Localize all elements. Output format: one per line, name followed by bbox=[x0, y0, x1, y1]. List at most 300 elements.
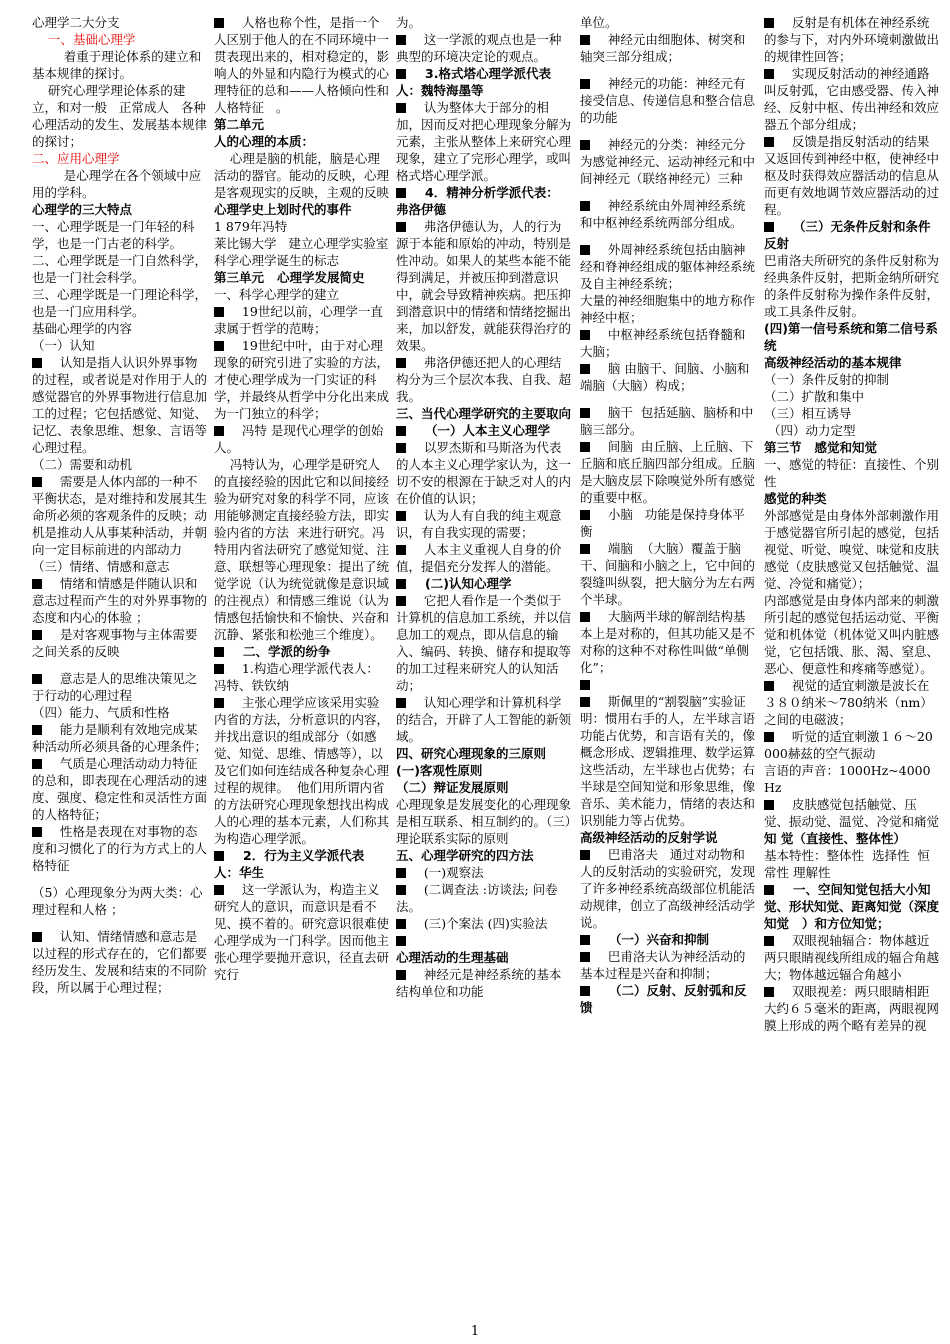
paragraph bbox=[214, 150, 389, 201]
paragraph-text: 认为人有自我的纯主观意识，有自我实现的需要； bbox=[396, 508, 562, 540]
paragraph bbox=[396, 592, 571, 694]
paragraph bbox=[580, 75, 755, 126]
paragraph bbox=[396, 881, 571, 915]
paragraph bbox=[764, 133, 939, 218]
paragraph bbox=[580, 506, 755, 540]
spacer bbox=[580, 126, 755, 136]
paragraph bbox=[580, 241, 755, 292]
paragraph-text: 视觉的适宜刺激是波长在３８０纳米～780纳米（nm）之间的电磁波； bbox=[764, 678, 933, 727]
paragraph bbox=[580, 829, 755, 846]
paragraph bbox=[214, 456, 389, 643]
page-number: 1 bbox=[470, 1324, 480, 1339]
paragraph-text: (一)客观性原则 bbox=[396, 763, 483, 778]
spacer bbox=[32, 918, 207, 928]
paragraph bbox=[580, 14, 755, 31]
paragraph bbox=[764, 796, 939, 830]
paragraph-text: （一）认知 bbox=[32, 338, 95, 353]
paragraph bbox=[580, 136, 755, 187]
spacer bbox=[32, 874, 207, 884]
paragraph bbox=[32, 286, 207, 320]
paragraph bbox=[32, 721, 207, 755]
paragraph bbox=[32, 252, 207, 286]
paragraph bbox=[32, 626, 207, 660]
paragraph bbox=[32, 704, 207, 721]
paragraph-text: （四）能力、气质和性格 bbox=[32, 705, 170, 720]
bullet-square-icon bbox=[580, 850, 590, 860]
bullet-square-icon bbox=[32, 674, 42, 684]
paragraph bbox=[764, 218, 939, 252]
paragraph bbox=[764, 371, 939, 388]
paragraph-text: 冯特 是现代心理学的创始人。 bbox=[214, 423, 384, 455]
paragraph bbox=[32, 320, 207, 337]
paragraph bbox=[764, 507, 939, 592]
paragraph-text: 心理学二大分支 bbox=[32, 15, 120, 30]
paragraph-text: 神经系统由外周神经系统和中枢神经系统两部分组成。 bbox=[580, 198, 746, 230]
paragraph bbox=[396, 949, 571, 966]
paragraph bbox=[764, 847, 939, 881]
paragraph bbox=[396, 405, 571, 422]
paragraph-text: 单位。 bbox=[580, 15, 618, 30]
paragraph-text: 是心理学在各个领域中应用的学科。 bbox=[32, 168, 202, 200]
paragraph-text: （二）扩散和集中 bbox=[764, 389, 865, 404]
paragraph-text: 间脑 由丘脑、上丘脑、下丘脑和底丘脑四部分组成。丘脑是大脑皮层下除嗅觉外所有感觉的重要中枢。 bbox=[580, 439, 756, 505]
bullet-square-icon bbox=[396, 511, 406, 521]
paragraph-text: 实现反射活动的神经通路叫反射弧，它由感受器、传入神经、反射中枢、传出神经和效应器五个部分组成； bbox=[764, 66, 940, 132]
bullet-square-icon bbox=[214, 341, 224, 351]
paragraph bbox=[214, 201, 389, 218]
paragraph-text: 斯佩里的“割裂脑”实验证明：惯用右手的人，左半球言语功能占优势，和言语有关的，像概念形成、逻辑推理、数学运算这些活动，左半球也占优势；右半球是空间知觉和形象思维，像音乐、美术能力，情绪的表达和识别能力等占优势。 bbox=[580, 694, 756, 828]
paragraph bbox=[214, 286, 389, 303]
paragraph-text: （二）需要和动机 bbox=[32, 457, 133, 472]
paragraph bbox=[32, 755, 207, 823]
paragraph bbox=[764, 881, 939, 932]
bullet-square-icon bbox=[580, 442, 590, 452]
bullet-square-icon bbox=[214, 426, 224, 436]
bullet-square-icon bbox=[32, 725, 42, 735]
paragraph-text: 以罗杰斯和马斯洛为代表的人本主义心理学家认为，这一切不安的根源在于缺乏对人的内在价值的认识； bbox=[396, 440, 572, 506]
paragraph-text: 冯特认为，心理学是研究人的直接经验的因此它和以间接经验为研究对象的科学不同，应该用能够测定直接经验方法，即实验内省的方法 来进行研究。冯特用内省法研究了感觉知觉、注意、联想等心理现象：提出了统觉学说（认为统觉就像是意识域的注视点）和情感三维说（认为情感包括愉快和不愉快、兴奋和沉静、紧张和松弛三个维度）。 bbox=[214, 457, 390, 642]
paragraph-text: 气质是心理活动动力特征的总和，即表现在心理活动的速度、强度、稳定性和灵活性方面的人格特征； bbox=[32, 756, 208, 822]
paragraph bbox=[396, 507, 571, 541]
paragraph bbox=[396, 99, 571, 184]
paragraph bbox=[580, 846, 755, 931]
paragraph-text: 小脑 功能是保持身体平衡 bbox=[580, 507, 745, 539]
paragraph bbox=[396, 541, 571, 575]
bullet-square-icon bbox=[580, 697, 590, 707]
paragraph bbox=[764, 490, 939, 507]
column-3 bbox=[396, 14, 571, 1000]
paragraph-text: 三、当代心理学研究的主要取向 bbox=[396, 406, 572, 421]
paragraph-text: （一）人本主义心理学 bbox=[412, 423, 551, 438]
paragraph-text: 巴甫洛夫认为神经活动的基本过程是兴奋和抑制； bbox=[580, 949, 746, 981]
paragraph-text: 莱比锡大学 建立心理学实验室 bbox=[214, 236, 389, 251]
bullet-square-icon bbox=[214, 698, 224, 708]
bullet-square-icon bbox=[580, 935, 590, 945]
paragraph bbox=[396, 745, 571, 762]
paragraph-text: 研究心理学理论体系的建立，和对一般 正常成人 各种心理活动的发生、发展基本规律的探讨； bbox=[32, 83, 208, 149]
paragraph-text: 五、心理学研究的四方法 bbox=[396, 848, 534, 863]
paragraph-text: 认为整体大于部分的相加，因而反对把心理现象分解为元素，主张从整体上来研究心理现象，建立了完形心理学，或叫格式塔心理学派。 bbox=[396, 100, 572, 183]
bullet-square-icon bbox=[580, 612, 590, 622]
paragraph bbox=[32, 337, 207, 354]
paragraph bbox=[396, 796, 571, 847]
paragraph bbox=[396, 966, 571, 1000]
paragraph-text: 认知、情绪情感和意志是以过程的形式存在的，它们都要经历发生、发展和结束的不同阶段，所以属于心理过程； bbox=[32, 929, 208, 995]
bullet-square-icon bbox=[580, 952, 590, 962]
paragraph-text: 心理学史上划时代的事件 bbox=[214, 202, 352, 217]
paragraph-text: （四）动力定型 bbox=[764, 423, 856, 438]
paragraph-text: 19世纪以前，心理学一直隶属于哲学的范畴； bbox=[214, 304, 383, 336]
paragraph bbox=[214, 14, 389, 116]
paragraph-text: 反馈是指反射活动的结果又返回传到神经中枢，使神经中枢及时获得效应器活动的信息从而更有效地调节效应器活动的过程。 bbox=[764, 134, 940, 217]
paragraph-text: 基础心理学的内容 bbox=[32, 321, 133, 336]
paragraph-text: 认知是指人认识外界事物的过程，或者说是对作用于人的感觉器官的外界事物进行信息加工的过程；它包括感觉、知觉、记忆、表象思维、想象、言语等心理过程。 bbox=[32, 355, 208, 455]
bullet-square-icon bbox=[396, 35, 406, 45]
paragraph-text: （三）无条件反射和条件反射 bbox=[764, 219, 931, 251]
paragraph bbox=[214, 116, 389, 133]
paragraph-text: 这一学派的观点也是一种典型的环境决定论的观点。 bbox=[396, 32, 562, 64]
paragraph bbox=[396, 65, 571, 99]
paragraph-text: （一）兴奋和抑制 bbox=[596, 932, 710, 947]
paragraph bbox=[580, 540, 755, 608]
paragraph bbox=[764, 252, 939, 320]
spacer bbox=[580, 65, 755, 75]
paragraph-text: 一、科学心理学的建立 bbox=[214, 287, 340, 302]
paragraph bbox=[764, 456, 939, 490]
paragraph-text: 听觉的适宜刺激１６～20000赫兹的空气振动 bbox=[764, 729, 933, 761]
paragraph bbox=[32, 82, 207, 150]
paragraph bbox=[396, 762, 571, 779]
paragraph-text: 反射是有机体在神经系统的参与下，对内外环境刺激做出的规律性回答； bbox=[764, 15, 940, 64]
paragraph-text: 着重于理论体系的建立和基本规律的探讨。 bbox=[32, 49, 202, 81]
paragraph-text: 主张心理学应该采用实验内省的方法，分析意识的内容，并找出意识的组成部分（如感觉、知觉、思维、情感等），以及它们如何连结成各种复杂心理过程的规律。 他们用所谓内省的方法研究心理现象想找出构成人的心理的基本元素，人们称其为构造心理学派。 bbox=[214, 695, 390, 846]
paragraph bbox=[396, 184, 571, 218]
paragraph-text: 人格也称个性，是指一个人区别于他人的在不同环境中一贯表现出来的，相对稳定的，影响人的外显和内隐行为模式的心理特征的总和——人格倾向性和人格特征 。 bbox=[214, 15, 390, 115]
paragraph-text: 需要是人体内部的一种不平衡状态，是对维持和发展其生命所必须的客观条件的反映；动机是推动人从事某种活动，并朝向一定目标前进的内部动力 bbox=[32, 474, 208, 557]
paragraph-text: 外部感觉是由身体外部刺激作用于感觉器官所引起的感觉，包括视觉、听觉、嗅觉、味觉和皮肤感觉（皮肤感觉又包括触觉、温觉、冷觉和痛觉）； bbox=[764, 508, 940, 591]
paragraph-text: 第三单元 心理学发展简史 bbox=[214, 270, 365, 285]
bullet-square-icon bbox=[396, 579, 406, 589]
bullet-square-icon bbox=[396, 868, 406, 878]
paragraph-text: 一、基础心理学 bbox=[32, 32, 136, 47]
paragraph bbox=[396, 915, 571, 932]
paragraph bbox=[764, 388, 939, 405]
paragraph-text: 意志是人的思维决策见之于行动的心理过程 bbox=[32, 671, 198, 703]
paragraph-text: 为。 bbox=[396, 15, 422, 30]
paragraph bbox=[214, 303, 389, 337]
paragraph-text: 大脑两半球的解剖结构基本上是对称的，但其功能又是不对称的这种不对称性叫做“单侧化”； bbox=[580, 609, 756, 675]
bullet-square-icon bbox=[580, 680, 590, 690]
paragraph-text: 神经元的分类：神经元分为感觉神经元、运动神经元和中间神经元（联络神经元）三种 bbox=[580, 137, 756, 186]
paragraph bbox=[32, 456, 207, 473]
spacer bbox=[32, 660, 207, 670]
paragraph-text: 心理现象是发展变化的心理现象是相互联系、相互制约的。（三）理论联系实际的原则 bbox=[396, 797, 572, 846]
bullet-square-icon bbox=[396, 426, 406, 436]
paragraph-text: 一、心理学既是一门年轻的科学，也是一门古老的科学。 bbox=[32, 219, 195, 251]
paragraph-text: 4．精神分析学派代表：弗洛伊德 bbox=[396, 185, 559, 217]
paragraph bbox=[764, 762, 939, 796]
bullet-square-icon bbox=[764, 18, 774, 28]
paragraph-text: 是对客观事物与主体需要之间关系的反映 bbox=[32, 627, 198, 659]
paragraph-text: （一）条件反射的抑制 bbox=[764, 372, 890, 387]
bullet-square-icon bbox=[32, 827, 42, 837]
paragraph bbox=[32, 167, 207, 201]
paragraph bbox=[764, 405, 939, 422]
paragraph bbox=[396, 864, 571, 881]
paragraph bbox=[764, 728, 939, 762]
paragraph bbox=[580, 608, 755, 676]
paragraph bbox=[32, 354, 207, 456]
paragraph bbox=[396, 439, 571, 507]
paragraph bbox=[214, 133, 389, 150]
bullet-square-icon bbox=[32, 579, 42, 589]
paragraph bbox=[32, 48, 207, 82]
bullet-square-icon bbox=[580, 408, 590, 418]
bullet-square-icon bbox=[396, 103, 406, 113]
paragraph bbox=[764, 354, 939, 371]
paragraph-text: 神经元的功能：神经元有接受信息、传递信息和整合信息的功能 bbox=[580, 76, 756, 125]
paragraph bbox=[764, 830, 939, 847]
paragraph bbox=[32, 201, 207, 218]
bullet-square-icon bbox=[396, 188, 406, 198]
paragraph-text: （二）反射、反射弧和反馈 bbox=[580, 983, 747, 1015]
paragraph-text: 巴甫洛夫所研究的条件反射称为经典条件反射，把斯金纳所研究的条件反射称为操作条件反射，或工具条件反射。 bbox=[764, 253, 940, 319]
bullet-square-icon bbox=[32, 477, 42, 487]
paragraph-text: 能力是顺利有效地完成某种活动所必须具备的心理条件； bbox=[32, 722, 208, 754]
bullet-square-icon bbox=[580, 510, 590, 520]
paragraph-text: 这一学派认为，构造主义研究人的意识，而意识是看不见、摸不着的。研究意识很难使心理学成为一门科学。因而他主张心理学要抛开意识，径直去研究行 bbox=[214, 882, 390, 982]
paragraph bbox=[396, 354, 571, 405]
bullet-square-icon bbox=[214, 307, 224, 317]
paragraph-text: 人本主义重视人自身的价值，提倡充分发挥人的潜能。 bbox=[396, 542, 562, 574]
bullet-square-icon bbox=[764, 222, 774, 232]
paragraph bbox=[214, 252, 389, 269]
paragraph bbox=[32, 31, 207, 48]
paragraph-text: 外周神经系统包括由脑神经和脊神经组成的躯体神经系统及自主神经系统； bbox=[580, 242, 756, 291]
paragraph bbox=[214, 660, 389, 694]
bullet-square-icon bbox=[396, 936, 406, 946]
paragraph bbox=[764, 592, 939, 677]
paragraph-text: 二、心理学既是一门自然科学，也是一门社会科学。 bbox=[32, 253, 208, 285]
paragraph-text: （三）情绪、情感和意志 bbox=[32, 559, 170, 574]
paragraph bbox=[32, 884, 207, 918]
bullet-square-icon bbox=[396, 222, 406, 232]
bullet-square-icon bbox=[396, 970, 406, 980]
paragraph-text: 神经元是神经系统的基本结构单位和功能 bbox=[396, 967, 562, 999]
bullet-square-icon bbox=[764, 69, 774, 79]
spacer bbox=[580, 394, 755, 404]
bullet-square-icon bbox=[580, 330, 590, 340]
paragraph bbox=[580, 931, 755, 948]
paragraph-text: 双眼视差：两只眼睛相距大约６５毫米的距离，两眼视网膜上形成的两个略有差异的视 bbox=[764, 984, 940, 1033]
paragraph-text: 端脑 （大脑）覆盖于脑干、间脑和小脑之上，它中间的裂缝叫纵裂，把大脑分为左右两个半球。 bbox=[580, 541, 756, 607]
bullet-square-icon bbox=[396, 596, 406, 606]
bullet-square-icon bbox=[214, 647, 224, 657]
paragraph bbox=[764, 14, 939, 65]
paragraph-text: 第三节 感觉和知觉 bbox=[764, 440, 878, 455]
paragraph-text: 大量的神经细胞集中的地方称作神经中枢； bbox=[580, 293, 756, 325]
bullet-square-icon bbox=[580, 140, 590, 150]
paragraph bbox=[580, 438, 755, 506]
bullet-square-icon bbox=[764, 732, 774, 742]
paragraph-text: 二、应用心理学 bbox=[32, 151, 120, 166]
paragraph bbox=[396, 218, 571, 354]
paragraph-text: 基本特性：整体性 选择性 恒常性 理解性 bbox=[764, 848, 930, 880]
paragraph bbox=[396, 932, 571, 949]
paragraph-text: 弗洛伊德还把人的心理结构分为三个层次本我、自我、超我。 bbox=[396, 355, 572, 404]
paragraph-text: 3.格式塔心理学派代表人：魏特海墨等 bbox=[396, 66, 552, 98]
paragraph bbox=[214, 422, 389, 456]
paragraph-text: 内部感觉是由身体内部来的刺激所引起的感觉包括运动觉、平衡觉和机体觉（机体觉又叫内脏感觉，它包括饿、胀、渴、窒息、恶心、便意性和疼痛等感觉）。 bbox=[764, 593, 940, 676]
paragraph bbox=[580, 693, 755, 829]
paragraph-text: 科学心理学诞生的标志 bbox=[214, 253, 340, 268]
paragraph bbox=[764, 65, 939, 133]
paragraph bbox=[580, 326, 755, 360]
paragraph bbox=[396, 779, 571, 796]
paragraph-text: （5）心理现象分为两大类：心理过程和人格 ； bbox=[32, 885, 203, 917]
paragraph bbox=[214, 847, 389, 881]
paragraph bbox=[764, 677, 939, 728]
paragraph bbox=[396, 31, 571, 65]
bullet-square-icon bbox=[32, 932, 42, 942]
bullet-square-icon bbox=[214, 851, 224, 861]
paragraph bbox=[214, 218, 389, 235]
bullet-square-icon bbox=[396, 358, 406, 368]
column-1 bbox=[32, 14, 207, 996]
bullet-square-icon bbox=[580, 35, 590, 45]
paragraph bbox=[764, 439, 939, 456]
bullet-square-icon bbox=[580, 544, 590, 554]
bullet-square-icon bbox=[32, 358, 42, 368]
paragraph-text: 1.构造心理学派代表人：冯特、铁钦纳 bbox=[214, 661, 379, 693]
paragraph bbox=[214, 881, 389, 983]
bullet-square-icon bbox=[580, 79, 590, 89]
paragraph bbox=[580, 404, 755, 438]
paragraph bbox=[32, 150, 207, 167]
paragraph-text: 心理活动的生理基础 bbox=[396, 950, 509, 965]
paragraph bbox=[214, 235, 389, 252]
spacer bbox=[580, 187, 755, 197]
paragraph-text: （三）相互诱导 bbox=[764, 406, 852, 421]
bullet-square-icon bbox=[214, 664, 224, 674]
paragraph bbox=[764, 320, 939, 354]
paragraph bbox=[32, 218, 207, 252]
paragraph bbox=[214, 643, 389, 660]
paragraph-text: 四、研究心理现象的三原则 bbox=[396, 746, 547, 761]
paragraph-text: 1 879年冯特 bbox=[214, 219, 288, 234]
bullet-square-icon bbox=[764, 800, 774, 810]
bullet-square-icon bbox=[396, 545, 406, 555]
paragraph-text: 脑 由脑干、间脑、小脑和端脑（大脑）构成； bbox=[580, 361, 750, 393]
paragraph-text: 心理学的三大特点 bbox=[32, 202, 133, 217]
paragraph-text: (二调查法 :访谈法; 问卷法。 bbox=[396, 882, 558, 914]
paragraph-text: 19世纪中叶，由于对心理现象的研究引进了实验的方法，才使心理学成为一门实证的科学，并最终从哲学中分化出来成为一门独立的科学； bbox=[214, 338, 390, 421]
paragraph bbox=[32, 473, 207, 558]
paragraph-text: 中枢神经系统包括脊髓和大脑； bbox=[580, 327, 746, 359]
paragraph bbox=[214, 269, 389, 286]
column-5 bbox=[764, 14, 939, 1034]
paragraph bbox=[396, 422, 571, 439]
paragraph bbox=[396, 14, 571, 31]
paragraph-text: 一、空间知觉包括大小知觉、形状知觉、距离知觉（深度知觉 ）和方位知觉； bbox=[764, 882, 940, 931]
paragraph-text: (一)观察法 bbox=[412, 865, 484, 880]
paragraph-text: 它把人看作是一个类似于计算机的信息加工系统，并以信息加工的观点，即从信息的输入、编码、转换、储存和提取等的加工过程来研究人的认知活动； bbox=[396, 593, 572, 693]
column-4 bbox=[580, 14, 755, 1016]
paragraph bbox=[764, 983, 939, 1034]
paragraph-text: 第二单元 bbox=[214, 117, 265, 132]
paragraph bbox=[214, 337, 389, 422]
paragraph-text: 性格是表现在对事物的态度和习惯化了的行为方式上的人格特征 bbox=[32, 824, 208, 873]
paragraph bbox=[580, 197, 755, 231]
paragraph-text: (二)认知心理学 bbox=[412, 576, 512, 591]
paragraph-text: 2．行为主义学派代表人：华生 bbox=[214, 848, 365, 880]
bullet-square-icon bbox=[396, 443, 406, 453]
column-2 bbox=[214, 14, 389, 983]
paragraph-text: 脑干 包括延脑、脑桥和中脑三部分。 bbox=[580, 405, 754, 437]
bullet-square-icon bbox=[214, 885, 224, 895]
paragraph bbox=[32, 575, 207, 626]
bullet-square-icon bbox=[396, 69, 406, 79]
paragraph-text: (三)个案法 (四)实验法 bbox=[412, 916, 548, 931]
bullet-square-icon bbox=[764, 987, 774, 997]
paragraph-text: 人的心理的本质： bbox=[214, 134, 315, 149]
paragraph-text: 三、心理学既是一门理论科学，也是一门应用科学。 bbox=[32, 287, 208, 319]
bullet-square-icon bbox=[396, 919, 406, 929]
paragraph-text: (四)第一信号系统和第二信号系统 bbox=[764, 321, 938, 353]
paragraph bbox=[32, 558, 207, 575]
paragraph-text: 巴甫洛夫 通过对动物和人的反射活动的实验研究，发现了许多神经系统高级部位机能活动规律，创立了高级神经活动学说。 bbox=[580, 847, 756, 930]
bullet-square-icon bbox=[32, 630, 42, 640]
paragraph bbox=[396, 575, 571, 592]
paragraph-text: 二、学派的纷争 bbox=[230, 644, 331, 659]
bullet-square-icon bbox=[764, 137, 774, 147]
paragraph bbox=[764, 932, 939, 983]
paragraph-text: 感觉的种类 bbox=[764, 491, 827, 506]
bullet-square-icon bbox=[396, 698, 406, 708]
paragraph-text: 高级神经活动的基本规律 bbox=[764, 355, 902, 370]
paragraph-text: （二）辩证发展原则 bbox=[396, 780, 509, 795]
bullet-square-icon bbox=[580, 986, 590, 996]
paragraph bbox=[580, 676, 755, 693]
bullet-square-icon bbox=[214, 18, 224, 28]
paragraph bbox=[580, 31, 755, 65]
paragraph-text: 心理是脑的机能，脑是心理活动的器官。能动的反映，心理是客观现实的反映，主观的反映 bbox=[214, 151, 390, 200]
paragraph-text: 皮肤感觉包括触觉、压觉、振动觉、温觉、冷觉和痛觉 bbox=[764, 797, 940, 829]
bullet-square-icon bbox=[764, 681, 774, 691]
paragraph bbox=[580, 292, 755, 326]
spacer bbox=[580, 231, 755, 241]
paragraph bbox=[214, 694, 389, 847]
paragraph bbox=[396, 847, 571, 864]
paragraph bbox=[764, 422, 939, 439]
paragraph-text: 知 觉（直接性、整体性） bbox=[764, 831, 906, 846]
paragraph-text: 弗洛伊德认为，人的行为源于本能和原始的冲动，特别是性冲动。如果人的某些本能不能得到满足，并被压抑到潜意识中，就会导致精神疾病。把压抑到潜意识中的情绪和情绪挖掘出来，加以舒发，就能获得治疗的效果。 bbox=[396, 219, 572, 353]
bullet-square-icon bbox=[764, 885, 774, 895]
paragraph bbox=[580, 948, 755, 982]
paragraph-text: 高级神经活动的反射学说 bbox=[580, 830, 718, 845]
bullet-square-icon bbox=[580, 245, 590, 255]
paragraph-text: 情绪和情感是伴随认识和意志过程而产生的对外界事物的态度和内心的体验 ； bbox=[32, 576, 208, 625]
paragraph bbox=[32, 928, 207, 996]
paragraph-text: 一、感觉的特征：直接性、个别性 bbox=[764, 457, 940, 489]
paragraph-text: 双眼视轴辐合：物体越近两只眼睛视线所组成的辐合角越大；物体越远辐合角越小 bbox=[764, 933, 940, 982]
paragraph bbox=[396, 694, 571, 745]
paragraph bbox=[580, 982, 755, 1016]
paragraph-text: 神经元由细胞体、树突和轴突三部分组成； bbox=[580, 32, 746, 64]
paragraph bbox=[32, 14, 207, 31]
paragraph-text: 认知心理学和计算机科学的结合，开辟了人工智能的新领域。 bbox=[396, 695, 572, 744]
paragraph bbox=[32, 670, 207, 704]
